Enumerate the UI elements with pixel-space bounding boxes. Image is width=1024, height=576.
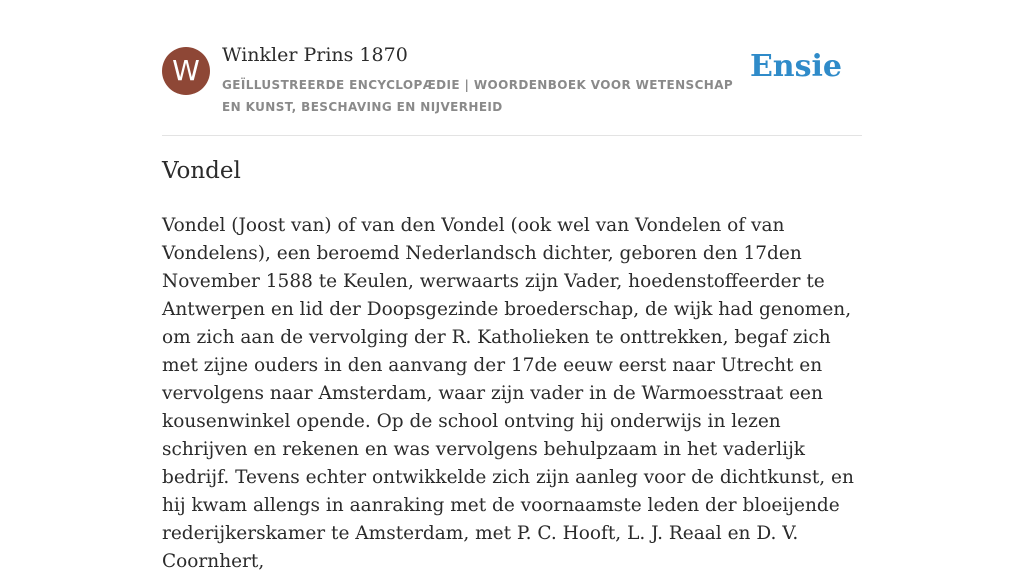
source-title[interactable]: Winkler Prins 1870 (222, 44, 408, 66)
entry-title: Vondel (162, 158, 241, 184)
header-divider (162, 135, 862, 136)
ensie-logo[interactable]: Ensie (749, 49, 842, 84)
entry-body: Vondel (Joost van) of van den Vondel (ook wel van Vondelen of van Vondelens), een beroemd Nederlandsch dichter, geboren den 17den November 1588 te Keulen, werwaarts zijn Vader, hoedenstoffeerder te Antwerpen en lid der Doopsgezinde broederschap, de wijk had genomen, om zich aan de vervolging der R. Katholieken te onttrekken, begaf zich met zijne ouders in den aanvang der 17de eeuw eerst naar Utrecht en vervolgens naar Amsterdam, waar zijn vader in de Warmoesstraat een kousenwinkel opende. Op de school ontving hij onderwijs in lezen schrijven en rekenen en was vervolgens behulpzaam in het vaderlijk bedrijf. Tevens echter ontwikkelde zich zijn aanleg voor de dichtkunst, en hij kwam allengs in aanraking met de voornaamste leden der bloeijende rederijkerskamer te Amsterdam, met P. C. Hooft, L. J. Reaal en D. V. Coornhert, (162, 215, 854, 572)
source-subtitle: GEÏLLUSTREERDE ENCYCLOPÆDIE | WOORDENBOEK VOOR WETENSCHAP EN KUNST, BESCHAVING EN NIJVERHEID (222, 78, 734, 114)
source-avatar[interactable]: W (162, 47, 210, 95)
source-header (162, 40, 862, 120)
